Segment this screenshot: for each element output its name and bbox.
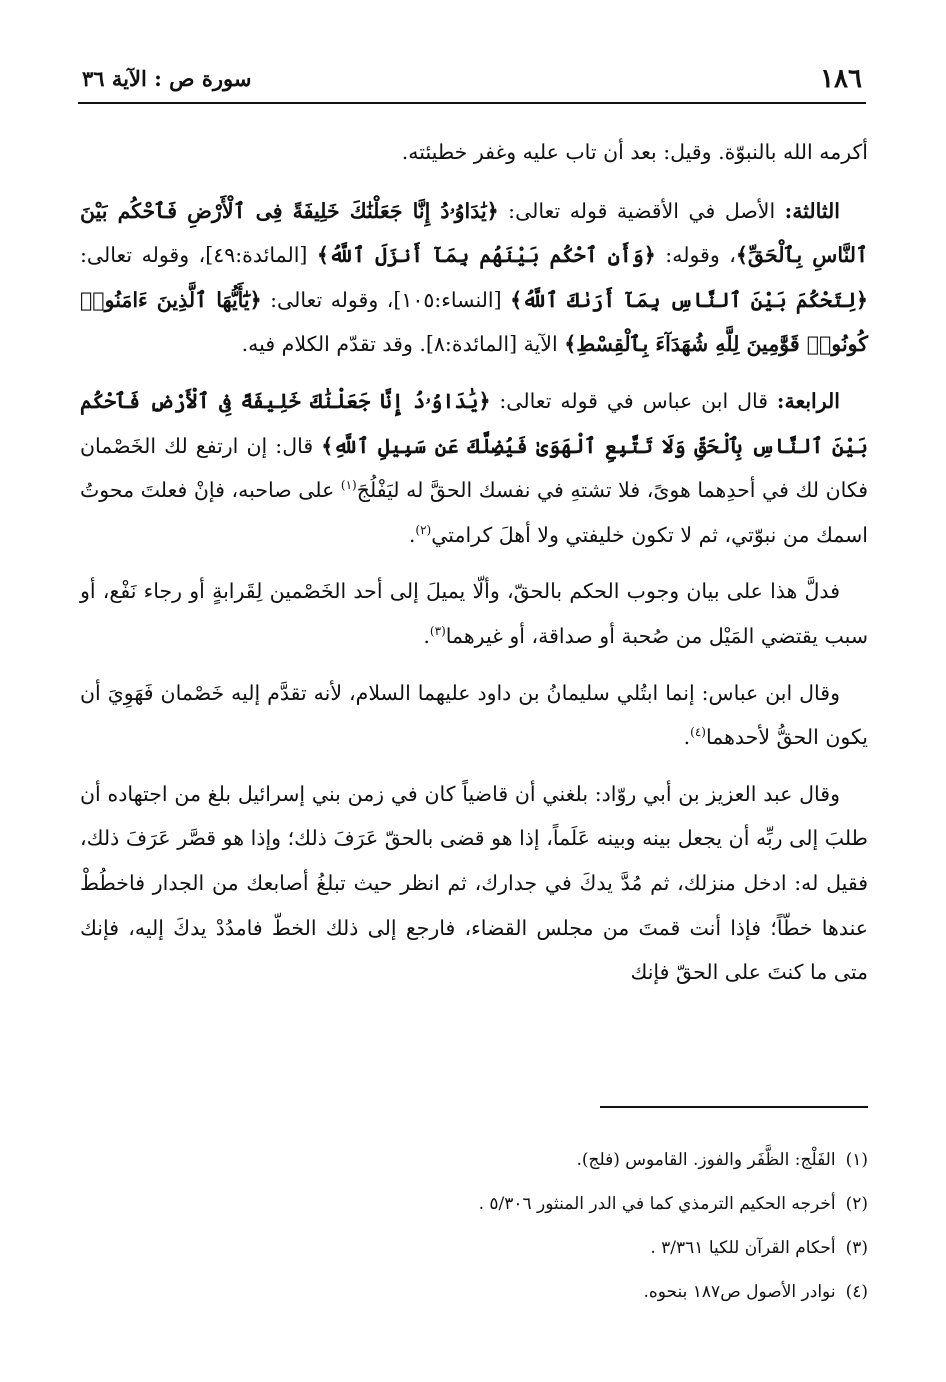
- footnotes: [80, 1138, 868, 1314]
- text-span: [المائدة:٤٩]، وقوله تعالى:: [80, 243, 317, 268]
- text-span: على صاحبه، فإنْ فعلتَ محوتُ اسمك من نبوّتي، ثم لا تكون خليفتي ولا أهلَ كرامتي: [80, 478, 868, 547]
- paragraph-ruling: [80, 569, 868, 658]
- footnote-divider: [600, 1106, 868, 1108]
- footnote-text: الفَلْج: الظَّفَر والفوز. القاموس (فلج).: [576, 1150, 836, 1170]
- paragraph-fourth-issue: [80, 379, 868, 557]
- text-span: ، وقوله:: [655, 243, 736, 268]
- footnote-item: [80, 1182, 868, 1226]
- footnote-item: [80, 1138, 868, 1182]
- text-span: الأصل في الأقضية قوله تعالى:: [498, 198, 785, 223]
- footnote-ref[interactable]: (٤): [690, 725, 706, 740]
- main-text: [80, 130, 868, 1007]
- footnote-number: (٢): [845, 1194, 868, 1214]
- text-span: الآية [المائدة:٨]. وقد تقدّم الكلام فيه.: [241, 332, 565, 357]
- text-span: .: [683, 725, 691, 750]
- page-header: [78, 62, 866, 104]
- text-span: .: [408, 522, 416, 547]
- section-label-third: الثالثة:: [784, 198, 840, 223]
- section-label-fourth: الرابعة:: [776, 388, 840, 413]
- footnote-text: نوادر الأصول ص١٨٧ بنحوه.: [643, 1282, 836, 1302]
- text-span: فدلَّ هذا على بيان وجوب الحكم بالحقّ، وألّا يميلَ إلى أحد الخَصْمين لِقَرابةٍ أو رجاء نَفْع، أو سبب يقتضي المَيْل من صُحبة أو صداقة، أو غيرهما: [80, 579, 868, 648]
- text-span: قال: إن ارتفع لك الخَصْمان فكان لك في أحدِهما هوىً، فلا تشتهِ في نفسك الحقَّ له ليَفْلُجَ: [80, 433, 868, 503]
- quran-verse: ﴿يَٰدَاوُۥدُ إِنَّا جَعَلْنَٰكَ خَلِيفَةً فِى ٱلْأَرْضِ فَٱحْكُم بَيْنَ ٱلنَّاسِ بِٱلْحَقِّ وَلَا تَتَّبِعِ ٱلْهَوَىٰ فَيُضِلَّكَ عَن سَبِيلِ ٱللَّهِ﴾: [80, 388, 868, 458]
- footnote-ref[interactable]: (٢): [415, 522, 432, 537]
- paragraph-opening: أكرمه الله بالنبوّة. وقيل: بعد أن تاب عليه وغفر خطيئته.: [401, 140, 868, 164]
- paragraph-ibn-abbas: [80, 671, 868, 760]
- text-span: [النساء:١٠٥]، وقوله تعالى:: [261, 287, 511, 312]
- footnote-ref[interactable]: (٣): [429, 624, 446, 639]
- quran-verse: ﴿يَٰدَاوُۥدُ إِنَّا جَعَلْنَٰكَ خَلِيفَةً فِى ٱلْأَرْضِ فَٱحْكُم بَيْنَ ٱلنَّاسِ بِٱلْحَقِّ﴾: [80, 198, 869, 268]
- text-span: .: [423, 623, 430, 648]
- quran-verse: ﴿لِتَحْكُمَ بَيْنَ ٱلنَّاسِ بِمَآ أَرَىٰكَ ٱللَّهُ﴾: [510, 287, 868, 312]
- paragraph-abdulaziz: وقال عبد العزيز بن أبي روّاد: بلغني أن قاضياً كان في زمن بني إسرائيل بلغ من اجتهاده أن طلبَ إلى ربِّه أن يجعل بينه وبينه عَلَماً، إذا هو قضى بالحقّ عَرَفَ ذلك؛ وإذا هو قصَّر عَرَفَ ذلك، فقيل له: ادخل منزلك، ثم مُدَّ يدكَ في جدارك، ثم انظر حيث تبلغُ أصابعك من الجدار فاخطُطْ عندها خطّاً؛ فإذا أنت قمتَ من مجلس القضاء، فارجع إلى ذلك الخطّ فامدُدْ يدكَ إليه، فإنك متى ما كنتَ على الحقّ فإنك: [80, 781, 868, 985]
- footnote-ref[interactable]: (١): [340, 478, 357, 493]
- quran-verse: ﴿وَأَنِ ٱحْكُم بَيْنَهُم بِمَآ أَنزَلَ ٱللَّهُ﴾: [316, 243, 656, 268]
- running-title: سورة ص : الآية ٣٦: [82, 66, 252, 91]
- text-span: قال ابن عباس في قوله تعالى:: [490, 388, 777, 413]
- footnote-number: (١): [845, 1150, 868, 1170]
- footnote-number: (٣): [845, 1238, 868, 1258]
- footnote-number: (٤): [845, 1282, 868, 1302]
- footnote-text: أحكام القرآن للكيا ٣/٣٦١ .: [650, 1238, 836, 1258]
- quran-verse: ﴿يَٰٓأَيُّهَا ٱلَّذِينَ ءَامَنُوا۟ كُونُوا۟ قَوَّٰمِينَ لِلَّهِ شُهَدَآءَ بِٱلْقِسْطِ﴾: [80, 287, 868, 357]
- page-number: ١٨٦: [820, 64, 862, 94]
- text-span: وقال ابن عباس: إنما ابتُلي سليمانُ بن داود عليهما السلام، لأنه تقدَّم إليه خَصْمان فَهَوِيَ أن يكون الحقُّ لأحدهما: [80, 680, 868, 750]
- footnote-item: [80, 1270, 868, 1314]
- footnote-text: أخرجه الحكيم الترمذي كما في الدر المنثور ٥/٣٠٦ .: [478, 1194, 836, 1214]
- footnote-item: [80, 1226, 868, 1270]
- paragraph-third-issue: [80, 189, 868, 367]
